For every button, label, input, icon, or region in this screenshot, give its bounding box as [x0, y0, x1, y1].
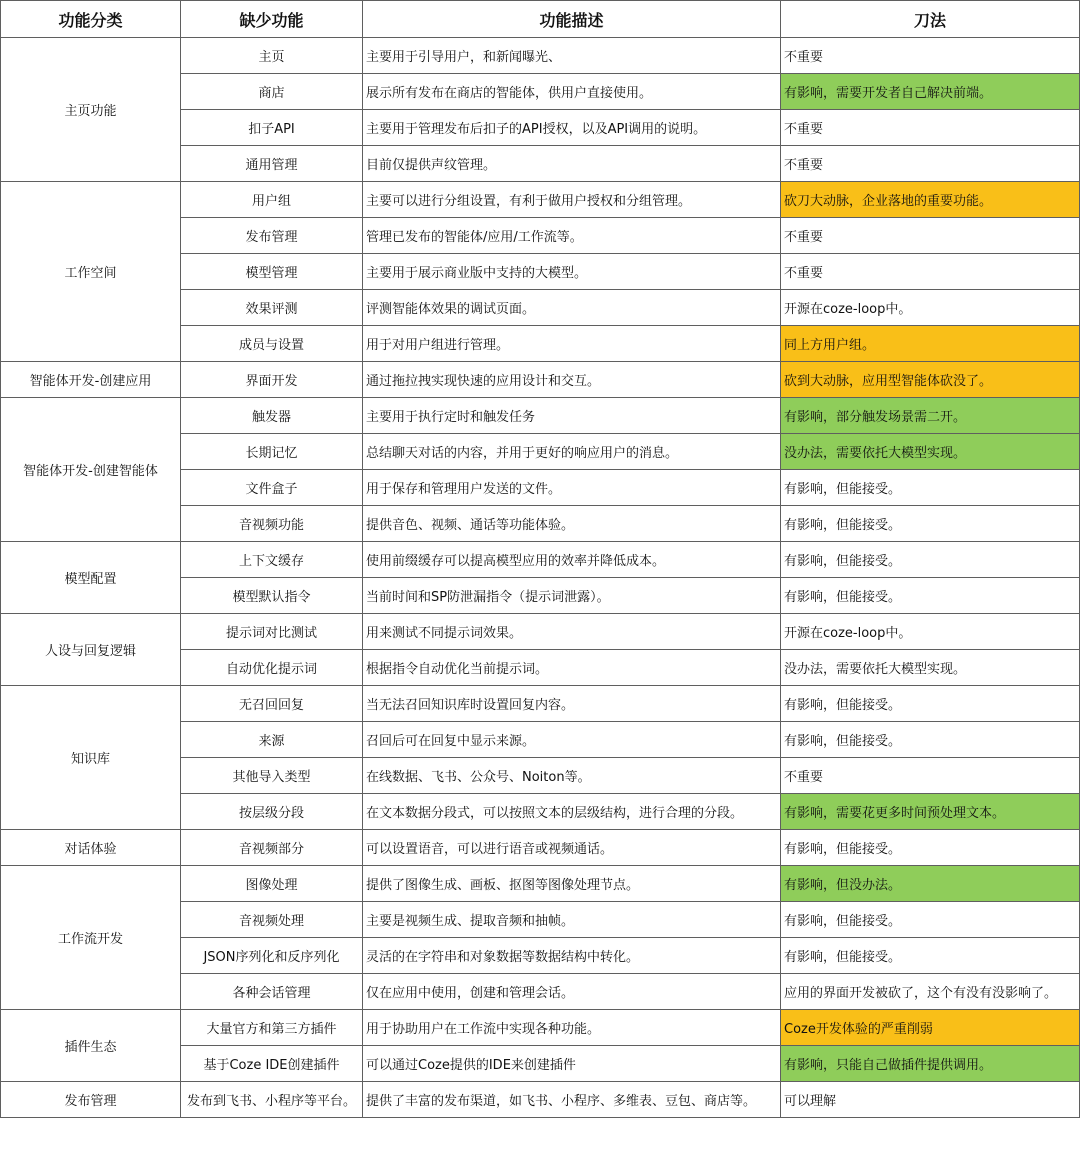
description-cell: 提供音色、视频、通话等功能体验。 — [363, 506, 781, 542]
missing-feature-cell: 音视频处理 — [181, 902, 363, 938]
category-cell: 发布管理 — [1, 1082, 181, 1118]
description-cell: 主要是视频生成、提取音频和抽帧。 — [363, 902, 781, 938]
missing-feature-cell: 模型管理 — [181, 254, 363, 290]
impact-cell: 有影响，部分触发场景需二开。 — [781, 398, 1080, 434]
missing-feature-cell: 音视频部分 — [181, 830, 363, 866]
missing-feature-cell: 其他导入类型 — [181, 758, 363, 794]
impact-cell: 不重要 — [781, 758, 1080, 794]
category-cell: 知识库 — [1, 686, 181, 830]
impact-cell: 有影响，但能接受。 — [781, 686, 1080, 722]
missing-feature-cell: 自动优化提示词 — [181, 650, 363, 686]
category-cell: 工作空间 — [1, 182, 181, 362]
description-cell: 用于对用户组进行管理。 — [363, 326, 781, 362]
description-cell: 通过拖拉拽实现快速的应用设计和交互。 — [363, 362, 781, 398]
category-cell: 主页功能 — [1, 38, 181, 182]
description-cell: 主要用于引导用户，和新闻曝光、 — [363, 38, 781, 74]
description-cell: 主要用于管理发布后扣子的API授权，以及API调用的说明。 — [363, 110, 781, 146]
impact-cell: 没办法，需要依托大模型实现。 — [781, 434, 1080, 470]
missing-feature-cell: 文件盒子 — [181, 470, 363, 506]
missing-feature-cell: 发布到飞书、小程序等平台。 — [181, 1082, 363, 1118]
impact-cell: 同上方用户组。 — [781, 326, 1080, 362]
missing-feature-cell: 发布管理 — [181, 218, 363, 254]
description-cell: 当前时间和SP防泄漏指令（提示词泄露）。 — [363, 578, 781, 614]
table-row — [1, 1082, 1080, 1118]
category-cell: 模型配置 — [1, 542, 181, 614]
impact-cell: 有影响，但能接受。 — [781, 902, 1080, 938]
header-description: 功能描述 — [363, 1, 781, 38]
missing-feature-cell: 用户组 — [181, 182, 363, 218]
impact-cell: 不重要 — [781, 146, 1080, 182]
missing-feature-cell: 提示词对比测试 — [181, 614, 363, 650]
missing-feature-cell: 图像处理 — [181, 866, 363, 902]
description-cell: 评测智能体效果的调试页面。 — [363, 290, 781, 326]
missing-feature-cell: 大量官方和第三方插件 — [181, 1010, 363, 1046]
missing-feature-cell: 音视频功能 — [181, 506, 363, 542]
impact-cell: 不重要 — [781, 38, 1080, 74]
impact-cell: 有影响，需要花更多时间预处理文本。 — [781, 794, 1080, 830]
impact-cell: 砍刀大动脉，企业落地的重要功能。 — [781, 182, 1080, 218]
missing-feature-cell: 通用管理 — [181, 146, 363, 182]
missing-feature-cell: 主页 — [181, 38, 363, 74]
description-cell: 管理已发布的智能体/应用/工作流等。 — [363, 218, 781, 254]
missing-feature-cell: 基于Coze IDE创建插件 — [181, 1046, 363, 1082]
description-cell: 使用前缀缓存可以提高模型应用的效率并降低成本。 — [363, 542, 781, 578]
impact-cell: 有影响，但能接受。 — [781, 542, 1080, 578]
impact-cell: 有影响，但能接受。 — [781, 578, 1080, 614]
impact-cell: 开源在coze-loop中。 — [781, 614, 1080, 650]
table-row — [1, 614, 1080, 650]
description-cell: 灵活的在字符串和对象数据等数据结构中转化。 — [363, 938, 781, 974]
missing-feature-cell: 各种会话管理 — [181, 974, 363, 1010]
table-row — [1, 398, 1080, 434]
category-cell: 人设与回复逻辑 — [1, 614, 181, 686]
impact-cell: 砍到大动脉，应用型智能体砍没了。 — [781, 362, 1080, 398]
impact-cell: 有影响，需要开发者自己解决前端。 — [781, 74, 1080, 110]
impact-cell: 不重要 — [781, 110, 1080, 146]
header-missing-feature: 缺少功能 — [181, 1, 363, 38]
missing-feature-cell: 模型默认指令 — [181, 578, 363, 614]
category-cell: 智能体开发-创建应用 — [1, 362, 181, 398]
impact-cell: 没办法，需要依托大模型实现。 — [781, 650, 1080, 686]
missing-feature-cell: 触发器 — [181, 398, 363, 434]
description-cell: 当无法召回知识库时设置回复内容。 — [363, 686, 781, 722]
table-row — [1, 362, 1080, 398]
missing-feature-cell: JSON序列化和反序列化 — [181, 938, 363, 974]
table-row — [1, 1010, 1080, 1046]
table-row — [1, 686, 1080, 722]
missing-feature-cell: 上下文缓存 — [181, 542, 363, 578]
impact-cell: 不重要 — [781, 254, 1080, 290]
missing-feature-cell: 商店 — [181, 74, 363, 110]
table-row — [1, 866, 1080, 902]
description-cell: 用于保存和管理用户发送的文件。 — [363, 470, 781, 506]
category-cell: 对话体验 — [1, 830, 181, 866]
description-cell: 总结聊天对话的内容，并用于更好的响应用户的消息。 — [363, 434, 781, 470]
table-row — [1, 542, 1080, 578]
description-cell: 主要用于执行定时和触发任务 — [363, 398, 781, 434]
description-cell: 可以通过Coze提供的IDE来创建插件 — [363, 1046, 781, 1082]
impact-cell: 有影响，只能自己做插件提供调用。 — [781, 1046, 1080, 1082]
impact-cell: 开源在coze-loop中。 — [781, 290, 1080, 326]
description-cell: 可以设置语音，可以进行语音或视频通话。 — [363, 830, 781, 866]
description-cell: 提供了丰富的发布渠道，如飞书、小程序、多维表、豆包、商店等。 — [363, 1082, 781, 1118]
description-cell: 用来测试不同提示词效果。 — [363, 614, 781, 650]
category-cell: 工作流开发 — [1, 866, 181, 1010]
description-cell: 在线数据、飞书、公众号、Noiton等。 — [363, 758, 781, 794]
impact-cell: 可以理解 — [781, 1082, 1080, 1118]
description-cell: 根据指令自动优化当前提示词。 — [363, 650, 781, 686]
impact-cell: 有影响，但能接受。 — [781, 506, 1080, 542]
impact-cell: Coze开发体验的严重削弱 — [781, 1010, 1080, 1046]
impact-cell: 有影响，但能接受。 — [781, 470, 1080, 506]
description-cell: 主要可以进行分组设置，有利于做用户授权和分组管理。 — [363, 182, 781, 218]
description-cell: 提供了图像生成、画板、抠图等图像处理节点。 — [363, 866, 781, 902]
description-cell: 召回后可在回复中显示来源。 — [363, 722, 781, 758]
table-body — [1, 38, 1080, 1118]
header-row — [1, 1, 1080, 38]
impact-cell: 应用的界面开发被砍了，这个有没有没影响了。 — [781, 974, 1080, 1010]
impact-cell: 有影响，但能接受。 — [781, 722, 1080, 758]
missing-feature-cell: 按层级分段 — [181, 794, 363, 830]
category-cell: 插件生态 — [1, 1010, 181, 1082]
table-row — [1, 830, 1080, 866]
header-impact: 刀法 — [781, 1, 1080, 38]
impact-cell: 有影响，但没办法。 — [781, 866, 1080, 902]
description-cell: 展示所有发布在商店的智能体，供用户直接使用。 — [363, 74, 781, 110]
table-row — [1, 38, 1080, 74]
missing-feature-cell: 扣子API — [181, 110, 363, 146]
description-cell: 仅在应用中使用，创建和管理会话。 — [363, 974, 781, 1010]
impact-cell: 有影响，但能接受。 — [781, 938, 1080, 974]
missing-feature-cell: 效果评测 — [181, 290, 363, 326]
missing-feature-cell: 长期记忆 — [181, 434, 363, 470]
table-row — [1, 182, 1080, 218]
missing-feature-cell: 无召回回复 — [181, 686, 363, 722]
category-cell: 智能体开发-创建智能体 — [1, 398, 181, 542]
impact-cell: 有影响，但能接受。 — [781, 830, 1080, 866]
description-cell: 用于协助用户在工作流中实现各种功能。 — [363, 1010, 781, 1046]
impact-cell: 不重要 — [781, 218, 1080, 254]
missing-feature-cell: 成员与设置 — [181, 326, 363, 362]
missing-feature-cell: 来源 — [181, 722, 363, 758]
missing-feature-cell: 界面开发 — [181, 362, 363, 398]
description-cell: 主要用于展示商业版中支持的大模型。 — [363, 254, 781, 290]
header-category: 功能分类 — [1, 1, 181, 38]
description-cell: 在文本数据分段式，可以按照文本的层级结构，进行合理的分段。 — [363, 794, 781, 830]
description-cell: 目前仅提供声纹管理。 — [363, 146, 781, 182]
